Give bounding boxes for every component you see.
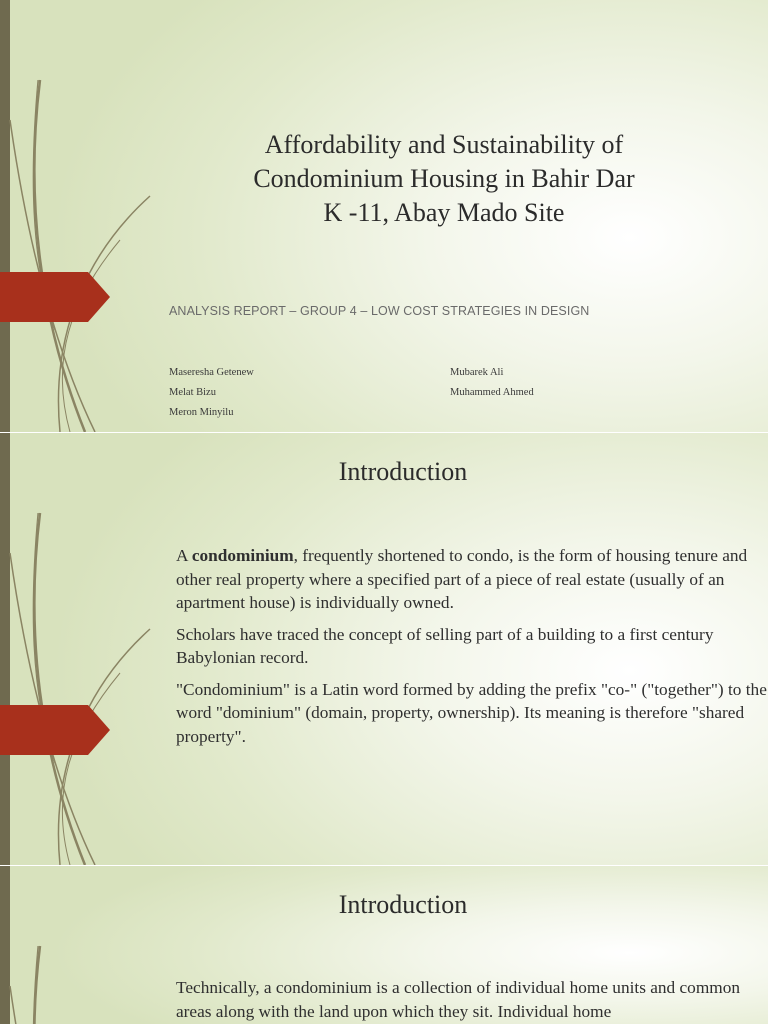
- author-name: Maseresha Getenew: [169, 367, 254, 378]
- paragraph: Scholars have traced the concept of selling part of a building to a first century Babylonian record.: [176, 624, 714, 667]
- presentation-subtitle: ANALYSIS REPORT – GROUP 4 – LOW COST STRATEGIES IN DESIGN: [169, 304, 590, 318]
- decorative-swoosh-icon: [0, 433, 200, 865]
- paragraph: "Condominium" is a Latin word formed by adding the prefix "co-" ("together") to the word "dominium" (domain, property, ownership). Its meaning is therefore "shared property".: [176, 679, 767, 746]
- title-line: Condominium Housing in Bahir Dar: [253, 164, 635, 193]
- author-name: Meron Minyilu: [169, 407, 234, 418]
- author-name: Melat Bizu: [169, 387, 216, 398]
- slide-body: [176, 976, 768, 1024]
- slide-heading: Introduction: [338, 457, 468, 486]
- bold-term: condominium: [191, 546, 294, 565]
- accent-tab-icon: [0, 705, 110, 755]
- slide-body: [176, 544, 768, 756]
- paragraph-text: , frequently shortened to condo, is the form of housing tenure and other real property where a specified part of a piece of real estate (usually of an apartment house) is individually owned.: [176, 546, 748, 612]
- authors-list-left: [169, 363, 254, 423]
- presentation-title: [160, 128, 728, 230]
- paragraph-lead: A: [176, 546, 192, 565]
- introduction-slide: [0, 433, 768, 865]
- author-name: Mubarek Ali: [450, 367, 504, 378]
- paragraph: [176, 544, 768, 615]
- introduction-slide-2: [0, 866, 768, 1024]
- author-name: Muhammed Ahmed: [450, 387, 534, 398]
- authors-list-right: [450, 363, 534, 403]
- title-line: Affordability and Sustainability of: [264, 130, 624, 159]
- slide-heading: Introduction: [338, 890, 468, 919]
- title-slide: [0, 0, 768, 432]
- title-line: K -11, Abay Mado Site: [323, 198, 565, 227]
- accent-tab-icon: [0, 272, 110, 322]
- paragraph: Technically, a condominium is a collection of individual home units and common areas along with the land upon which they sit. Individual home: [176, 978, 740, 1021]
